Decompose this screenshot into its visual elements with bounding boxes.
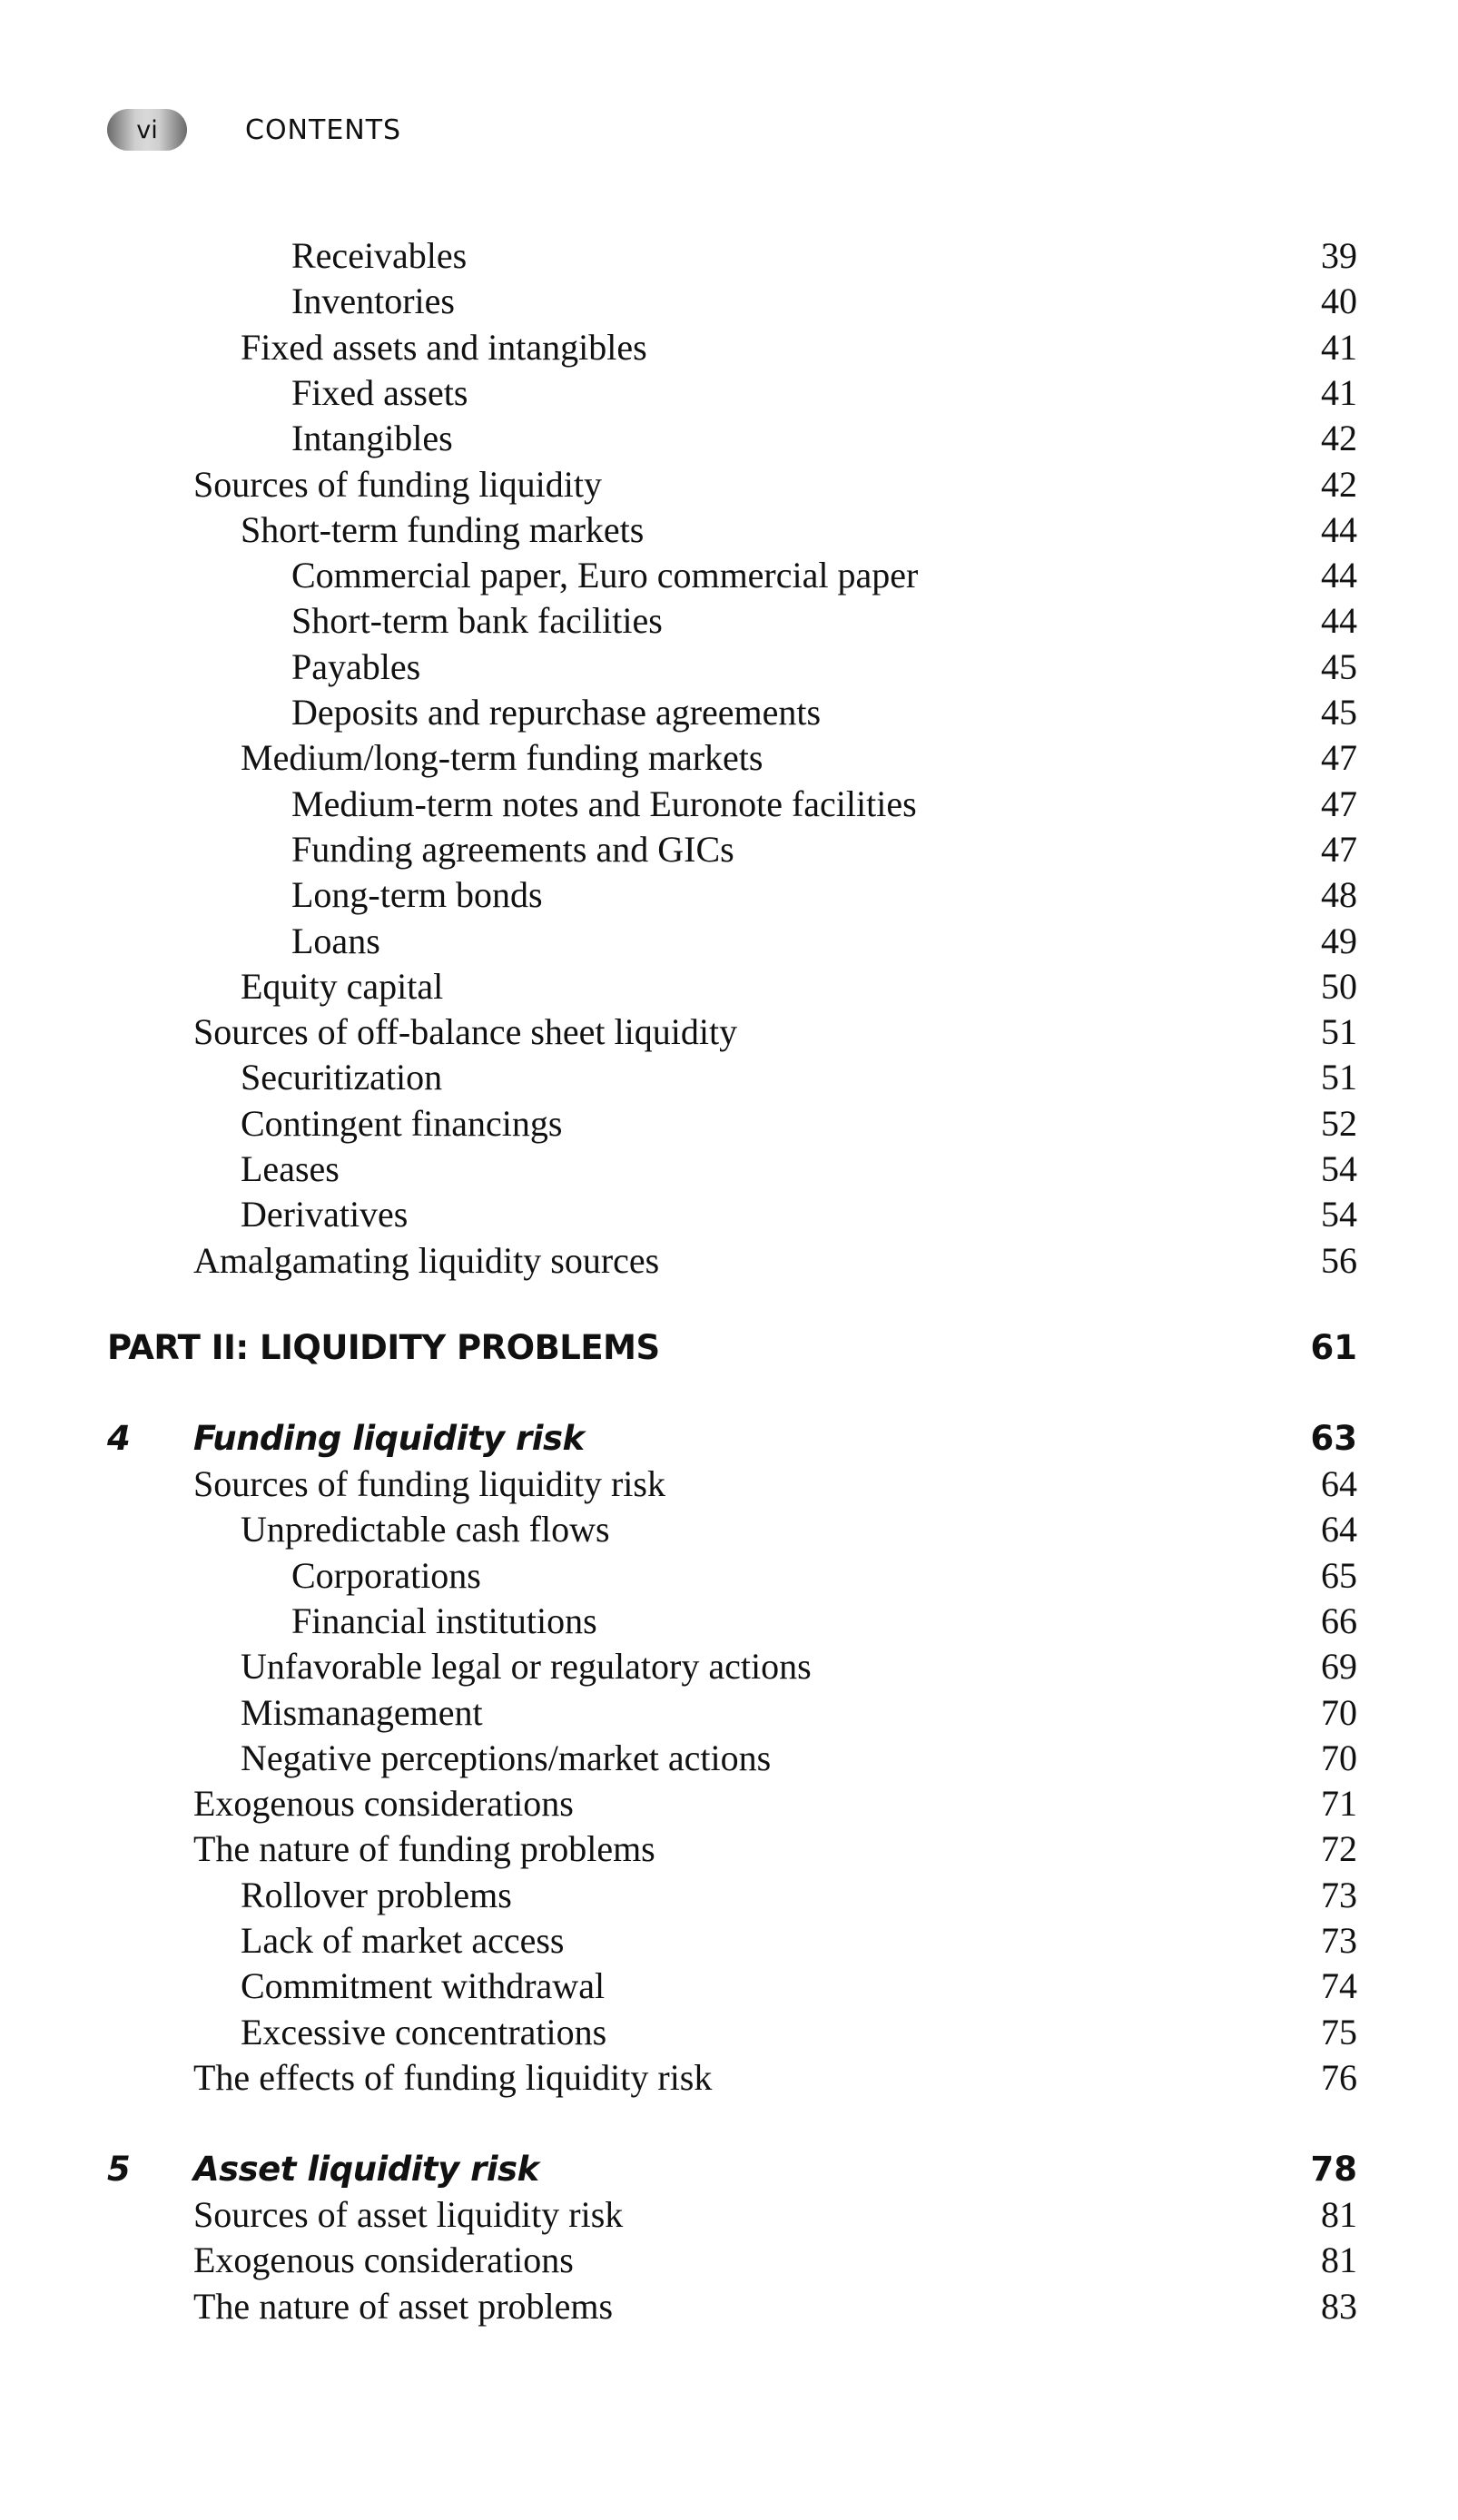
toc-entry-title: Amalgamating liquidity sources xyxy=(193,1240,660,1281)
toc-entry xyxy=(0,1009,1458,1055)
toc-entry xyxy=(0,279,1458,324)
toc-entry-page: 70 xyxy=(1321,1692,1357,1733)
toc-entry-title: Fixed assets and intangibles xyxy=(241,327,647,368)
toc-entry xyxy=(0,1873,1458,1918)
toc-entry xyxy=(0,1192,1458,1237)
toc-entry-page: 56 xyxy=(1321,1240,1357,1281)
toc-entry-page: 41 xyxy=(1321,372,1357,413)
toc-entry-title: Exogenous considerations xyxy=(193,2239,574,2280)
toc-entry xyxy=(0,735,1458,781)
toc-entry-page: 76 xyxy=(1321,2057,1357,2098)
toc-entry-title: Short-term bank facilities xyxy=(291,600,663,641)
toc-entry-title: The nature of asset problems xyxy=(193,2286,614,2327)
toc-entry-page: 44 xyxy=(1321,509,1357,550)
toc-entry-title: Sources of funding liquidity risk xyxy=(193,1463,665,1504)
toc-entry-title: Medium/long-term funding markets xyxy=(241,737,763,778)
toc-entry xyxy=(0,325,1458,370)
toc-entry-title: Lack of market access xyxy=(241,1920,565,1961)
toc-entry-page: 69 xyxy=(1321,1646,1357,1687)
toc-entry-title: The effects of funding liquidity risk xyxy=(193,2057,713,2098)
toc-entry-title: Short-term funding markets xyxy=(241,509,645,550)
toc-entry-page: 51 xyxy=(1321,1011,1357,1052)
toc-entry xyxy=(0,2055,1458,2101)
toc-entry-page: 71 xyxy=(1321,1783,1357,1824)
toc-entry-title: Funding agreements and GICs xyxy=(291,829,734,870)
toc-entry xyxy=(0,416,1458,461)
toc-entry-title: Derivatives xyxy=(241,1194,409,1235)
toc-entry xyxy=(0,1238,1458,1284)
toc-entry xyxy=(0,2284,1458,2329)
toc-entry xyxy=(0,233,1458,279)
toc-entry xyxy=(0,1918,1458,1964)
toc-entry-page: 49 xyxy=(1321,920,1357,961)
toc-entry xyxy=(0,507,1458,553)
toc-entry xyxy=(0,827,1458,872)
toc-entry-page: 61 xyxy=(1310,1328,1357,1367)
toc-entry-page: 64 xyxy=(1321,1463,1357,1504)
toc-entry-page: 48 xyxy=(1321,874,1357,915)
toc-entry-title: Sources of off-balance sheet liquidity xyxy=(193,1011,738,1052)
toc-entry-title: Sources of asset liquidity risk xyxy=(193,2194,624,2235)
running-head: CONTENTS xyxy=(245,113,402,146)
toc-entry-page: 39 xyxy=(1321,235,1357,276)
toc-entry xyxy=(0,1553,1458,1599)
toc-entry-page: 83 xyxy=(1321,2286,1357,2327)
toc-entry xyxy=(0,782,1458,827)
toc-entry-page: 44 xyxy=(1321,555,1357,596)
toc-entry-page: 70 xyxy=(1321,1737,1357,1778)
toc-entry-title: Fixed assets xyxy=(291,372,468,413)
toc-entry xyxy=(0,1599,1458,1644)
toc-entry-page: 65 xyxy=(1321,1555,1357,1596)
chapter-number: 4 xyxy=(107,1419,131,1458)
toc-entry-page: 63 xyxy=(1310,1419,1357,1458)
toc-entry-title: Inventories xyxy=(291,281,455,321)
toc-entry xyxy=(0,1826,1458,1872)
toc-entry xyxy=(0,1462,1458,1507)
toc-entry xyxy=(0,1690,1458,1736)
toc-entry xyxy=(0,1781,1458,1826)
toc-entry-title: Long-term bonds xyxy=(291,874,543,915)
toc-entry xyxy=(0,1055,1458,1100)
toc-entry-page: 66 xyxy=(1321,1600,1357,1641)
toc-entry-title: Equity capital xyxy=(241,966,444,1007)
toc-entry-page: 40 xyxy=(1321,281,1357,321)
toc-entry-title: Securitization xyxy=(241,1057,443,1098)
toc-entry xyxy=(0,1147,1458,1192)
toc-entry-title: Funding liquidity risk xyxy=(193,1419,585,1458)
toc-entry-page: 47 xyxy=(1321,783,1357,824)
toc-entry-title: Medium-term notes and Euronote facilities xyxy=(291,783,917,824)
toc-entry-page: 47 xyxy=(1321,829,1357,870)
toc-entry-page: 42 xyxy=(1321,464,1357,505)
chapter-number: 5 xyxy=(107,2150,131,2189)
chapter-heading xyxy=(0,2147,1458,2192)
toc-entry-title: Financial institutions xyxy=(291,1600,597,1641)
toc-entry-page: 51 xyxy=(1321,1057,1357,1098)
toc-entry-page: 41 xyxy=(1321,327,1357,368)
toc-entry xyxy=(0,370,1458,416)
toc-entry xyxy=(0,2010,1458,2055)
page-header xyxy=(107,107,401,153)
toc-entry-page: 64 xyxy=(1321,1509,1357,1550)
toc-entry-title: Intangibles xyxy=(291,418,453,458)
toc-entry xyxy=(0,462,1458,507)
toc-entry xyxy=(0,1507,1458,1552)
toc-entry-title: Excessive concentrations xyxy=(241,2012,607,2052)
page-number-badge: vi xyxy=(107,109,187,151)
toc-entry-title: PART II: LIQUIDITY PROBLEMS xyxy=(107,1328,660,1367)
toc-entry-page: 54 xyxy=(1321,1194,1357,1235)
toc-entry-page: 73 xyxy=(1321,1875,1357,1915)
toc-entry-page: 52 xyxy=(1321,1103,1357,1144)
toc-entry-page: 74 xyxy=(1321,1965,1357,2006)
toc-entry-title: Payables xyxy=(291,646,421,687)
toc-entry-title: Corporations xyxy=(291,1555,481,1596)
toc-entry-title: Rollover problems xyxy=(241,1875,512,1915)
toc-entry-title: Sources of funding liquidity xyxy=(193,464,602,505)
toc-entry-title: Leases xyxy=(241,1148,340,1189)
toc-entry-title: Exogenous considerations xyxy=(193,1783,574,1824)
toc-entry-page: 81 xyxy=(1321,2239,1357,2280)
toc-entry-page: 45 xyxy=(1321,692,1357,733)
toc-entry-page: 73 xyxy=(1321,1920,1357,1961)
toc-entry-page: 50 xyxy=(1321,966,1357,1007)
toc-entry-page: 44 xyxy=(1321,600,1357,641)
toc-entry xyxy=(0,919,1458,964)
toc-entry-page: 42 xyxy=(1321,418,1357,458)
toc-entry xyxy=(0,1644,1458,1689)
toc-entry-title: Contingent financings xyxy=(241,1103,563,1144)
toc-entry xyxy=(0,553,1458,598)
toc-entry xyxy=(0,645,1458,690)
toc-entry xyxy=(0,964,1458,1009)
toc-entry-page: 45 xyxy=(1321,646,1357,687)
toc-entry xyxy=(0,872,1458,918)
toc-entry-title: Negative perceptions/market actions xyxy=(241,1737,772,1778)
toc-entry xyxy=(0,690,1458,735)
toc-entry-title: Asset liquidity risk xyxy=(193,2150,539,2189)
toc-entry-title: Commitment withdrawal xyxy=(241,1965,606,2006)
toc-entry xyxy=(0,2192,1458,2238)
chapter-heading xyxy=(0,1416,1458,1462)
toc-entry xyxy=(0,598,1458,644)
toc-entry-title: Loans xyxy=(291,920,380,961)
toc-entry-page: 75 xyxy=(1321,2012,1357,2052)
toc-entry-title: Mismanagement xyxy=(241,1692,483,1733)
toc-entry xyxy=(0,1736,1458,1781)
toc-entry-title: Commercial paper, Euro commercial paper xyxy=(291,555,919,596)
part-heading xyxy=(0,1325,1458,1371)
toc-entry-page: 72 xyxy=(1321,1828,1357,1869)
toc-entry-page: 81 xyxy=(1321,2194,1357,2235)
toc-entry-page: 54 xyxy=(1321,1148,1357,1189)
toc-entry-page: 47 xyxy=(1321,737,1357,778)
toc-entry-title: Unpredictable cash flows xyxy=(241,1509,610,1550)
toc-entry-title: Receivables xyxy=(291,235,468,276)
toc-entry xyxy=(0,1101,1458,1147)
toc-entry-title: Unfavorable legal or regulatory actions xyxy=(241,1646,812,1687)
toc-entry-title: The nature of funding problems xyxy=(193,1828,655,1869)
toc-entry xyxy=(0,1964,1458,2009)
toc-entry-page: 78 xyxy=(1310,2150,1357,2189)
toc-entry xyxy=(0,2238,1458,2283)
toc-entry-title: Deposits and repurchase agreements xyxy=(291,692,822,733)
